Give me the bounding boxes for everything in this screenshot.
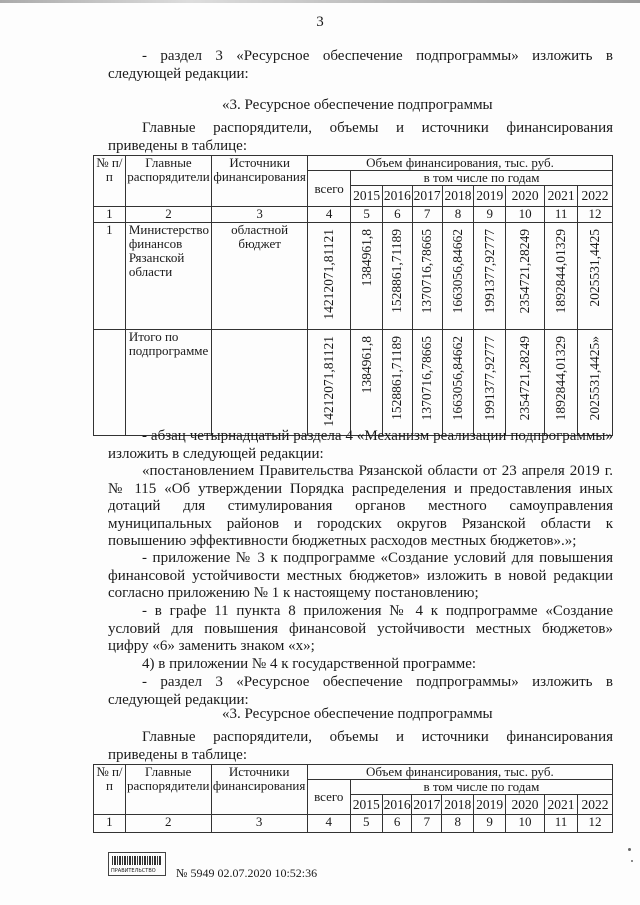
value-cell: 1892844,01329 bbox=[545, 329, 578, 436]
financing-table bbox=[93, 155, 613, 436]
index-cell: 12 bbox=[578, 207, 613, 223]
header-num: № п/п bbox=[94, 765, 126, 815]
barcode-stamp bbox=[108, 852, 166, 876]
header-volume: Объем финансирования, тыс. руб. bbox=[308, 156, 613, 171]
index-row bbox=[94, 207, 613, 223]
year-cell: 2021 bbox=[545, 795, 578, 815]
section-title: «3. Ресурсное обеспечение подпрограммы bbox=[222, 97, 493, 113]
index-cell: 3 bbox=[212, 207, 308, 223]
header-total: всего bbox=[307, 780, 350, 815]
header-managers: Главные распорядители bbox=[125, 156, 211, 207]
index-cell: 12 bbox=[577, 815, 612, 833]
page-number: 3 bbox=[316, 14, 324, 30]
paragraph-section-3-second: - раздел 3 «Ресурсное обеспечение подпрограммы» изложить в следующей редакции: bbox=[108, 674, 613, 708]
financing-table-2 bbox=[93, 764, 613, 833]
value-cell: 2354721,28249 bbox=[506, 329, 545, 436]
index-cell: 5 bbox=[350, 815, 382, 833]
index-cell: 7 bbox=[412, 815, 442, 833]
row-num: 1 bbox=[94, 223, 126, 330]
scan-speck bbox=[628, 848, 631, 851]
row-total-label: Итого по подпрограмме bbox=[125, 329, 211, 436]
year-cell: 2019 bbox=[474, 795, 506, 815]
header-sources: Источники финансирования bbox=[212, 156, 308, 207]
value-cell: 1528861,71189 bbox=[383, 223, 413, 330]
paragraph-resolution-quote: «постановлением Правительства Рязанской области от 23 апреля 2019 г. № 115 «Об утверждении Порядка распределения и предоставления иных дотаций для стимулирования органов местного самоуправления муниципальных районов и городских округов Рязанской области к повышению эффективности бюджетных расходов местных бюджетов».»; bbox=[108, 463, 613, 549]
table-row-ministry bbox=[94, 223, 613, 330]
index-cell: 4 bbox=[307, 815, 350, 833]
year-cell: 2018 bbox=[442, 795, 474, 815]
year-cell: 2020 bbox=[506, 186, 545, 207]
scan-edge bbox=[0, 0, 640, 3]
index-cell: 2 bbox=[125, 815, 211, 833]
barcode-label: ПРАВИТЕЛЬСТВО bbox=[111, 868, 156, 874]
header-num: № п/п bbox=[94, 156, 126, 207]
paragraph-section-4: - абзац четырнадцатый раздела 4 «Механизм реализации подпрограммы» изложить в следующей редакции: bbox=[108, 428, 613, 462]
table-row-total bbox=[94, 329, 613, 436]
row-num-empty bbox=[94, 329, 126, 436]
value-cell: 2025531,4425» bbox=[578, 329, 613, 436]
year-cell: 2015 bbox=[350, 795, 382, 815]
value-cell: 2354721,28249 bbox=[506, 223, 545, 330]
year-cell: 2016 bbox=[383, 186, 413, 207]
paragraph-appendix-3: - приложение № 3 к подпрограмме «Создание условий для повышения финансовой устойчивости местных бюджетов» изложить в новой редакции согласно приложению № 1 к настоящему постановлению; bbox=[108, 550, 613, 601]
paragraph-column-11: - в графе 11 пункта 8 приложения № 4 к подпрограмме «Создание условий для повышения финансовой устойчивости местных бюджетов» цифру «6» заменить знаком «х»; bbox=[108, 603, 613, 654]
index-cell: 11 bbox=[545, 815, 578, 833]
index-cell: 5 bbox=[351, 207, 383, 223]
value-cell: 14212071,81121 bbox=[308, 329, 351, 436]
value-cell: 1663056,84662 bbox=[442, 223, 474, 330]
year-cell: 2021 bbox=[545, 186, 578, 207]
index-cell: 9 bbox=[474, 815, 506, 833]
document-registration-footer: № 5949 02.07.2020 10:52:36 bbox=[176, 866, 318, 880]
value-cell: 1892844,01329 bbox=[545, 223, 578, 330]
header-managers: Главные распорядители bbox=[125, 765, 211, 815]
paragraph-section-3-intro: - раздел 3 «Ресурсное обеспечение подпрограммы» изложить в следующей редакции: bbox=[108, 48, 613, 82]
index-cell: 8 bbox=[442, 207, 474, 223]
header-sources: Источники финансирования bbox=[211, 765, 307, 815]
index-cell: 7 bbox=[412, 207, 442, 223]
row-source: областной бюджет bbox=[212, 223, 308, 330]
index-cell: 4 bbox=[308, 207, 351, 223]
row-manager: Министерство финансов Рязанской области bbox=[125, 223, 211, 330]
header-by-years: в том числе по годам bbox=[351, 171, 613, 186]
index-cell: 2 bbox=[125, 207, 211, 223]
index-cell: 3 bbox=[211, 815, 307, 833]
value-cell: 1384961,8 bbox=[351, 223, 383, 330]
year-cell: 2022 bbox=[577, 795, 612, 815]
index-cell: 9 bbox=[474, 207, 506, 223]
index-cell: 10 bbox=[506, 815, 545, 833]
value-cell: 1384961,8 bbox=[351, 329, 383, 436]
value-cell: 14212071,81121 bbox=[308, 223, 351, 330]
paragraph-item-4: 4) в приложении № 4 к государственной программе: bbox=[142, 656, 477, 672]
index-row bbox=[94, 815, 613, 833]
section-title-2: «3. Ресурсное обеспечение подпрограммы bbox=[222, 706, 493, 722]
year-cell: 2016 bbox=[382, 795, 412, 815]
index-cell: 1 bbox=[94, 207, 126, 223]
header-by-years: в том числе по годам bbox=[350, 780, 612, 795]
index-cell: 1 bbox=[94, 815, 126, 833]
index-cell: 6 bbox=[383, 207, 413, 223]
year-cell: 2022 bbox=[578, 186, 613, 207]
year-cell: 2018 bbox=[442, 186, 474, 207]
year-cell: 2019 bbox=[474, 186, 506, 207]
table-intro-2: Главные распорядители, объемы и источники финансирования приведены в таблице: bbox=[108, 729, 613, 763]
index-cell: 8 bbox=[442, 815, 474, 833]
header-total: всего bbox=[308, 171, 351, 207]
value-cell: 1663056,84662 bbox=[442, 329, 474, 436]
index-cell: 6 bbox=[382, 815, 412, 833]
index-cell: 11 bbox=[545, 207, 578, 223]
year-cell: 2015 bbox=[351, 186, 383, 207]
row-source-empty bbox=[212, 329, 308, 436]
scan-speck bbox=[631, 860, 633, 862]
value-cell: 1370716,78665 bbox=[412, 329, 442, 436]
year-cell: 2017 bbox=[412, 795, 442, 815]
header-volume: Объем финансирования, тыс. руб. bbox=[307, 765, 612, 780]
year-cell: 2017 bbox=[412, 186, 442, 207]
index-cell: 10 bbox=[506, 207, 545, 223]
year-cell: 2020 bbox=[506, 795, 545, 815]
value-cell: 2025531,4425 bbox=[578, 223, 613, 330]
value-cell: 1528861,71189 bbox=[383, 329, 413, 436]
table-intro: Главные распорядители, объемы и источники финансирования приведены в таблице: bbox=[108, 120, 613, 154]
value-cell: 1991377,92777 bbox=[474, 329, 506, 436]
barcode-bars bbox=[112, 856, 162, 865]
value-cell: 1991377,92777 bbox=[474, 223, 506, 330]
value-cell: 1370716,78665 bbox=[412, 223, 442, 330]
